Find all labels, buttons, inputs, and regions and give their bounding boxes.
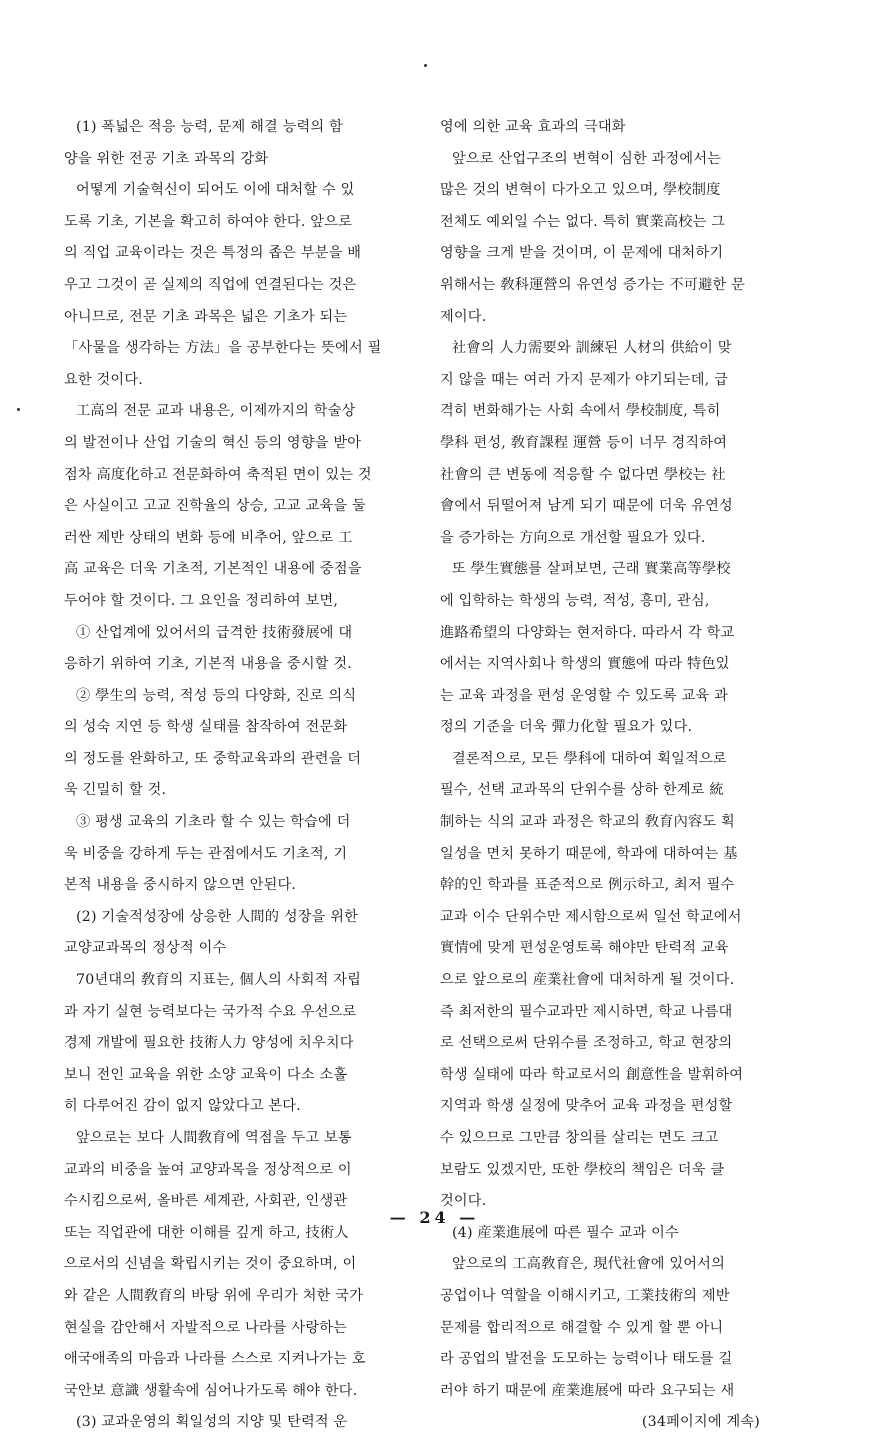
text-line: 일성을 면치 못하기 때문에, 학과에 대하여는 基 <box>440 845 738 862</box>
scan-speck <box>424 64 427 67</box>
text-line: 앞으로의 工高敎育은, 現代社會에 있어서의 <box>452 1256 725 1273</box>
text-line: 라 공업의 발전을 도모하는 능력이나 태도를 길 <box>440 1351 733 1368</box>
text-line: 아니므로, 전문 기초 과목은 넓은 기초가 되는 <box>64 308 348 325</box>
text-line: ③ 평생 교육의 기초라 할 수 있는 학습에 더 <box>76 814 351 831</box>
text-line: 필수, 선택 교과목의 단위수를 상하 한계로 統 <box>440 782 724 799</box>
text-line: 會에서 뒤떨어져 남게 되기 때문에 더욱 유연성 <box>440 498 733 515</box>
text-line: 는 교육 과정을 편성 운영할 수 있도록 교육 과 <box>440 687 728 704</box>
text-line: (1) 폭넓은 적응 능력, 문제 해결 능력의 함 <box>76 119 343 135</box>
text-line: 에 입학하는 학생의 능력, 적성, 흥미, 관심, <box>440 592 710 609</box>
text-line: 응하기 위하여 기초, 기본적 내용을 중시할 것. <box>64 656 352 673</box>
text-line: 의 발전이나 산업 기술의 혁신 등의 영향을 받아 <box>64 434 362 451</box>
text-line: 공업이나 역할을 이해시키고, 工業技術의 제반 <box>440 1287 730 1304</box>
text-line: 히 다루어진 감이 없지 않았다고 본다. <box>64 1098 301 1115</box>
text-line: 전체도 예외일 수는 없다. 특히 實業高校는 그 <box>440 213 726 230</box>
text-line: 을 증가하는 方向으로 개선할 필요가 있다. <box>440 529 706 546</box>
text-line: 「사물을 생각하는 方法」을 공부한다는 뜻에서 필 <box>64 340 382 357</box>
text-line: 社會의 큰 변동에 적응할 수 없다면 學校는 社 <box>440 466 726 483</box>
right-text-column <box>440 112 788 1439</box>
text-line: 욱 비중을 강하게 두는 관점에서도 기초적, 기 <box>64 845 348 862</box>
text-line: 양을 위한 전공 기초 과목의 강화 <box>64 150 269 167</box>
text-line: 으로서의 신념을 확립시키는 것이 중요하며, 이 <box>64 1256 357 1273</box>
text-line: 은 사실이고 고교 진학율의 상승, 고교 교육을 둘 <box>64 498 366 515</box>
text-line: 제이다. <box>440 308 487 325</box>
text-line: (2) 기술적성장에 상응한 人間的 성장을 위한 <box>76 908 359 925</box>
continuation-note: (34페이지에 계속) <box>641 1414 760 1431</box>
text-line: 정의 기준을 더욱 彈力化할 필요가 있다. <box>440 719 693 736</box>
text-line: 두어야 할 것이다. 그 요인을 정리하여 보면, <box>64 592 339 609</box>
text-line: 애국애족의 마음과 나라를 스스로 지켜나가는 호 <box>64 1351 366 1368</box>
left-text-column <box>64 112 412 1439</box>
text-line: 보람도 있겠지만, 또한 學校의 책임은 더욱 클 <box>440 1161 725 1178</box>
text-line: 경제 개발에 필요한 技術人力 양성에 치우치다 <box>64 1035 354 1052</box>
text-line: 의 직업 교육이라는 것은 특정의 좁은 부분을 배 <box>64 245 362 262</box>
text-line: 에서는 지역사회나 학생의 實態에 따라 特色있 <box>440 656 730 673</box>
text-line: 러야 하기 때문에 産業進展에 따라 요구되는 새 <box>440 1382 735 1399</box>
text-line: 점차 高度化하고 전문화하여 축적된 면이 있는 것 <box>64 466 372 483</box>
scan-speck <box>17 408 20 411</box>
text-line: 국안보 意識 생활속에 심어나가도록 해야 한다. <box>64 1382 358 1399</box>
text-line: 결론적으로, 모든 學科에 대하여 획일적으로 <box>452 750 727 767</box>
text-line: 工高의 전문 교과 내용은, 이제까지의 학술상 <box>76 403 356 420</box>
text-line: 의 정도를 완화하고, 또 중학교육과의 관련을 더 <box>64 750 362 767</box>
text-line: 위해서는 敎科運營의 유연성 증가는 不可避한 문 <box>440 276 746 293</box>
text-line: 또 學生實態를 살펴보면, 근래 實業高等學校 <box>452 561 731 578</box>
text-line: 욱 긴밀히 할 것. <box>64 782 167 799</box>
text-line: 로 선택으로써 단위수를 조정하고, 학교 현장의 <box>440 1035 733 1052</box>
text-line: 많은 것의 변혁이 다가오고 있으며, 學校制度 <box>440 182 721 199</box>
text-line: 본적 내용을 중시하지 않으면 안된다. <box>64 877 297 894</box>
text-line: 도록 기초, 기본을 확고히 하여야 한다. 앞으로 <box>64 213 352 230</box>
text-line: 의 성숙 지연 등 학생 실태를 참작하여 전문화 <box>64 719 348 736</box>
text-line: (3) 교과운영의 획일성의 지양 및 탄력적 운 <box>76 1414 348 1431</box>
text-line: 교과 이수 단위수만 제시함으로써 일선 학교에서 <box>440 908 742 925</box>
text-line: 高 교육은 더욱 기초적, 기본적인 내용에 중점을 <box>64 561 362 578</box>
text-line: 보니 전인 교육을 위한 소양 교육이 다소 소홀 <box>64 1066 348 1083</box>
page-number: — 24 — <box>389 1208 480 1227</box>
text-line: 앞으로 산업구조의 변혁이 심한 과정에서는 <box>452 150 722 167</box>
text-line: 制하는 식의 교과 과정은 학교의 敎育內容도 획 <box>440 814 735 831</box>
text-line: ② 學生의 능력, 적성 등의 다양화, 진로 의식 <box>76 687 357 704</box>
text-line: 幹的인 학과를 표준적으로 例示하고, 최저 필수 <box>440 877 735 894</box>
text-line: 요한 것이다. <box>64 371 143 388</box>
text-line: 러싼 제반 상태의 변화 등에 비추어, 앞으로 工 <box>64 529 353 546</box>
text-line: 문제를 합리적으로 해결할 수 있게 할 뿐 아니 <box>440 1319 724 1336</box>
text-line: 앞으로는 보다 人間敎育에 역점을 두고 보통 <box>76 1130 352 1146</box>
text-line: 수시킴으로써, 올바른 세계관, 사회관, 인생관 <box>64 1193 348 1210</box>
text-line: 교과의 비중을 높여 교양과목을 정상적으로 이 <box>64 1161 352 1178</box>
text-line: 또는 직업관에 대한 이해를 깊게 하고, 技術人 <box>64 1224 349 1241</box>
text-line: ① 산업계에 있어서의 급격한 技術發展에 대 <box>76 624 353 641</box>
text-line: 으로 앞으로의 産業社會에 대처하게 될 것이다. <box>440 972 735 989</box>
text-line: 영향을 크게 받을 것이며, 이 문제에 대처하기 <box>440 245 724 262</box>
text-line: 과 자기 실현 능력보다는 국가적 수요 우선으로 <box>64 1003 357 1020</box>
text-line: 지 않을 때는 여러 가지 문제가 야기되는데, 급 <box>440 371 728 388</box>
text-line: 進路希望의 다양화는 현저하다. 따라서 각 학교 <box>440 624 735 641</box>
text-line: 지역과 학생 실정에 맞추어 교육 과정을 편성할 <box>440 1098 733 1115</box>
text-line: 학생 실태에 따라 학교로서의 創意性을 발휘하여 <box>440 1066 744 1083</box>
text-line: 수 있으므로 그만큼 창의를 살리는 면도 크고 <box>440 1130 719 1146</box>
text-line: 격히 변화해가는 사회 속에서 學校制度, 특히 <box>440 403 721 420</box>
text-line: 實情에 맞게 편성운영토록 해야만 탄력적 교육 <box>440 940 729 957</box>
text-line: 와 같은 人間敎育의 바탕 위에 우리가 처한 국가 <box>64 1287 364 1304</box>
text-line: 學科 편성, 敎育課程 運營 등이 너무 경직하여 <box>440 434 728 451</box>
text-line: 교양교과목의 정상적 이수 <box>64 940 227 957</box>
text-line: 社會의 人力需要와 訓練된 人材의 供給이 맞 <box>452 340 732 357</box>
text-line: 영에 의한 교육 효과의 극대화 <box>440 119 626 135</box>
text-line: 우고 그것이 곧 실제의 직업에 연결된다는 것은 <box>64 276 357 293</box>
text-line: 즉 최저한의 필수교과만 제시하면, 학교 나름대 <box>440 1003 733 1020</box>
text-line: 현실을 감안해서 자발적으로 나라를 사랑하는 <box>64 1319 348 1336</box>
text-line: (4) 産業進展에 따른 필수 교과 이수 <box>452 1224 679 1241</box>
text-line: 것이다. <box>440 1193 487 1210</box>
text-line: 70년대의 敎育의 지표는, 個人의 사회적 자립 <box>76 972 362 989</box>
text-line: 어떻게 기술혁신이 되어도 이에 대처할 수 있 <box>76 182 355 199</box>
